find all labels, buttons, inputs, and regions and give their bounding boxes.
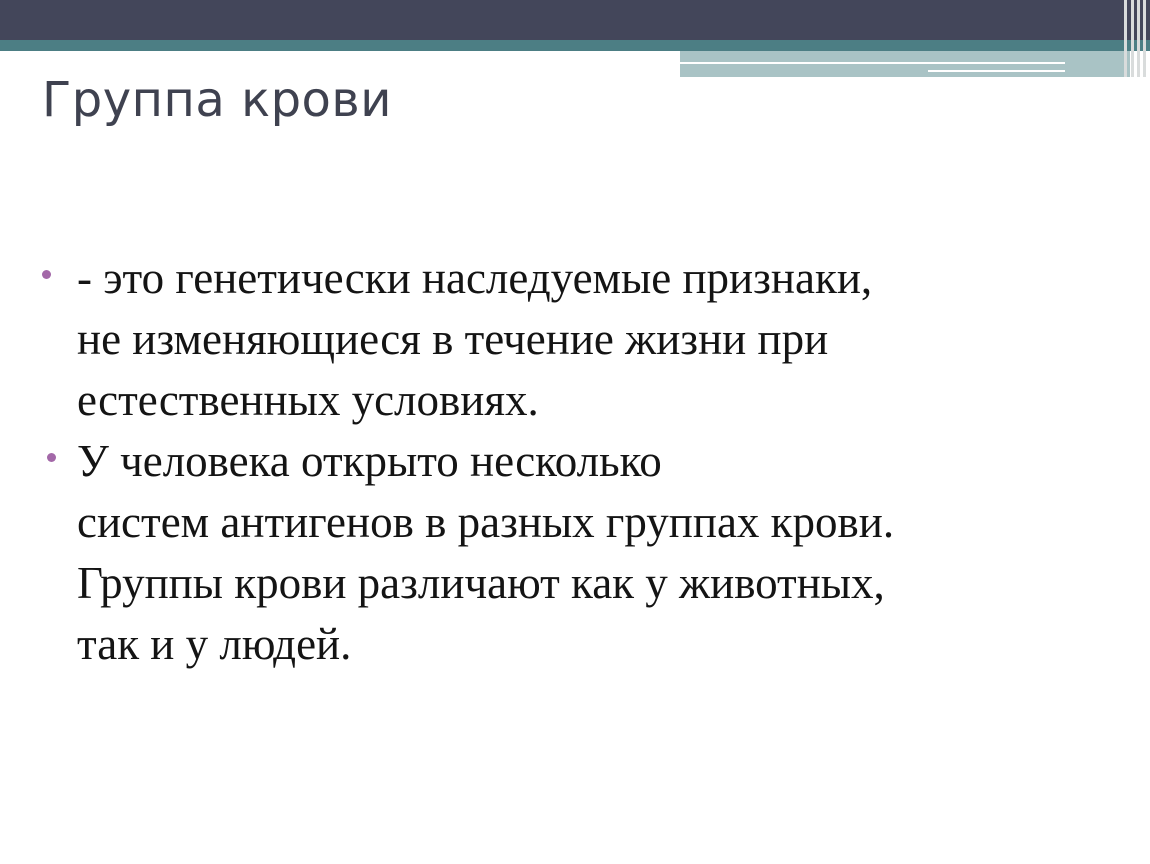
bullet-text: - это генетически наследуемые признаки, не изменяющиеся в течение жизни при естественных условиях. — [77, 253, 873, 425]
header-light-strip — [680, 51, 1130, 77]
bullet-dot-icon — [42, 270, 51, 279]
bullet-text: У человека открыто несколько систем антигенов в разных группах крови. Группы крови различают как у животных, так и у людей. — [77, 436, 895, 669]
slide-title: Группа крови — [42, 72, 392, 128]
header-dark-band — [0, 0, 1150, 40]
bullet-dot-icon — [47, 453, 56, 462]
bullet-item — [40, 431, 1120, 675]
header-accent-stripes — [1120, 0, 1150, 77]
header-teal-band — [0, 40, 1150, 51]
header-white-line — [928, 70, 1065, 72]
header-white-line — [680, 62, 1065, 64]
bullet-item — [40, 248, 1120, 431]
slide-body — [40, 248, 1120, 675]
